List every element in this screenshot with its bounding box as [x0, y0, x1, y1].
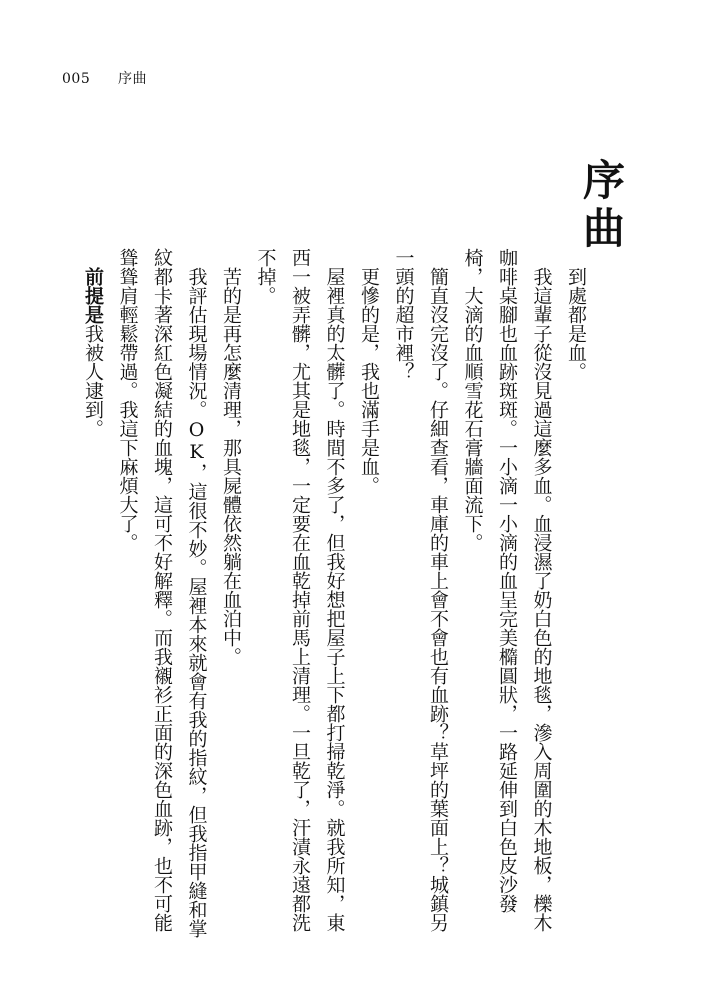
last-paragraph [76, 248, 111, 938]
paragraph: 屋裡真的太髒了。時間不多了，但我好想把屋子上下都打掃乾淨。就我所知，東西一被弄髒，尤其是地毯，一定要在血乾掉前馬上清理。一旦乾了，汗漬永遠都洗不掉。 [254, 248, 346, 932]
body-text [76, 248, 594, 938]
paragraph-rest: 我被人逮到。 [82, 324, 104, 438]
paragraph: 到處都是血。 [565, 267, 587, 381]
paragraph: 我這輩子從沒見過這麼多血。血浸濕了奶白色的地毯，滲入周圍的木地板，櫟木咖啡桌腳也血跡斑斑。一小滴一小滴的血呈完美橢圓狀，一路延伸到白色皮沙發椅，大滴的血順雪花石膏牆面流下。 [461, 248, 553, 932]
paragraph: 苦的是再怎麼清理，那具屍體依然躺在血泊中。 [220, 267, 242, 666]
chapter-title: 序曲 [577, 158, 626, 254]
emphasis-text: 前提是 [82, 267, 104, 324]
paragraph: 我評估現場情況。OK，這很不妙。屋裡本來就會有我的指紋，但我指甲縫和掌紋都卡著深紅色凝結的血塊，這可不好解釋。而我襯衫正面的深色血跡，也不可能聳聳肩輕鬆帶過。我這下麻煩大了。 [116, 248, 208, 938]
running-head [62, 68, 147, 88]
paragraph: 簡直沒完沒了。仔細查看，車庫的車上會不會也有血跡？草坪的葉面上？城鎮另一頭的超市裡？ [392, 248, 449, 932]
paragraph: 更慘的是，我也滿手是血。 [358, 267, 380, 495]
running-head-section: 序曲 [118, 71, 147, 87]
page-number: 005 [62, 71, 91, 87]
